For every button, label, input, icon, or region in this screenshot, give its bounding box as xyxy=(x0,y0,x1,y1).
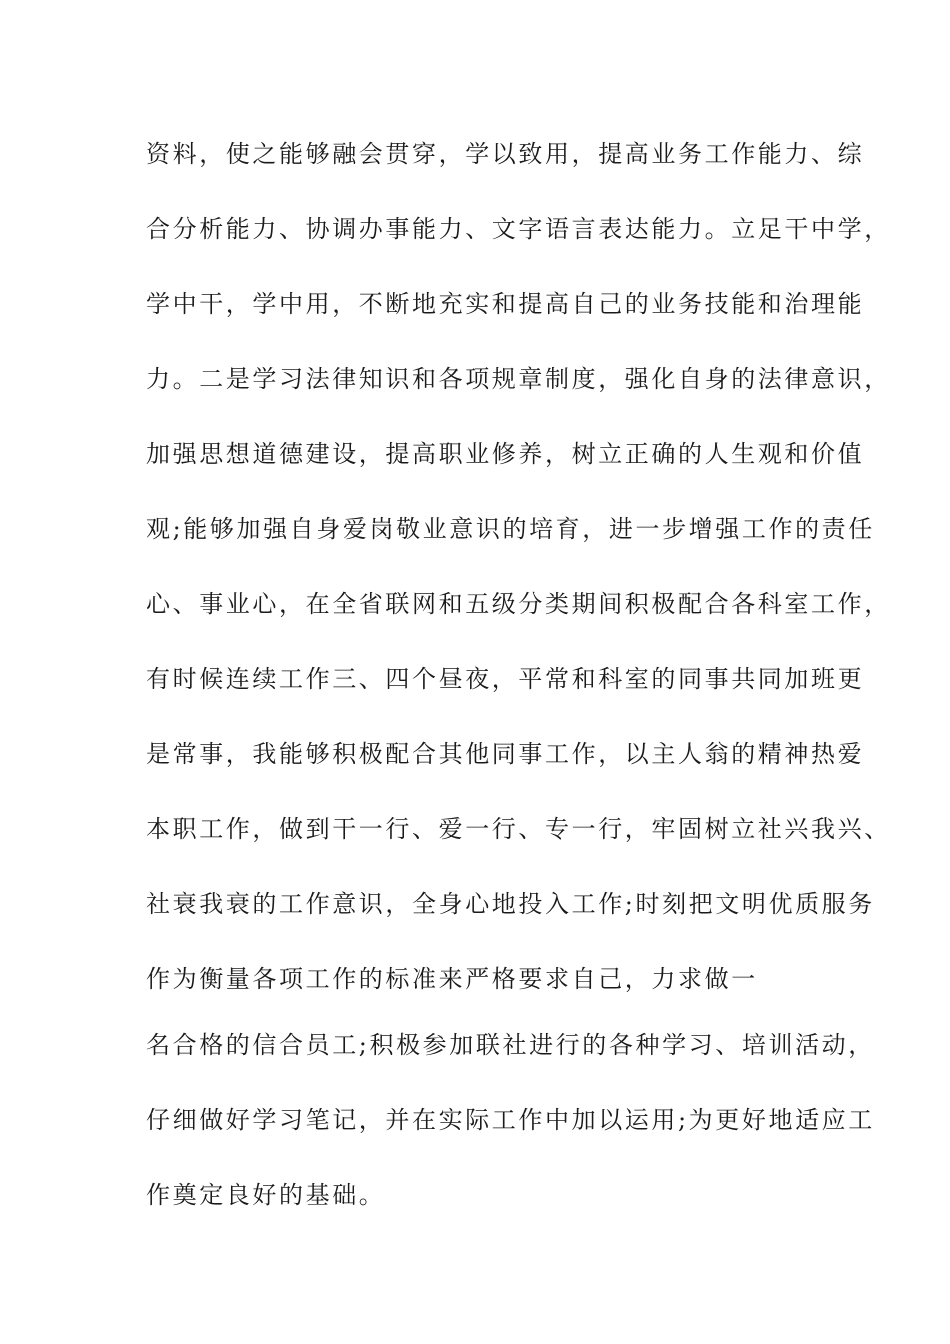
text-line-13: 名合格的信合员工;积极参加联社进行的各种学习、培训活动， xyxy=(146,1031,875,1059)
text-line-5: 加强思想道德建设，提高职业修养，树立正确的人生观和价值 xyxy=(146,440,865,468)
text-line-8: 有时候连续工作三、四个昼夜，平常和科室的同事共同加班更 xyxy=(146,665,865,693)
text-line-10: 本职工作，做到干一行、爱一行、专一行，牢固树立社兴我兴、 xyxy=(146,815,891,843)
text-line-7: 心、事业心，在全省联网和五级分类期间积极配合各科室工作， xyxy=(146,590,891,618)
text-line-12: 作为衡量各项工作的标准来严格要求自己，力求做一 xyxy=(146,965,758,993)
text-line-1: 资料，使之能够融会贯穿，学以致用，提高业务工作能力、综 xyxy=(146,140,865,168)
text-line-15: 作奠定良好的基础。 xyxy=(146,1181,386,1209)
text-line-4: 力。二是学习法律知识和各项规章制度，强化自身的法律意识， xyxy=(146,365,891,393)
text-line-11: 社衰我衰的工作意识，全身心地投入工作;时刻把文明优质服务 xyxy=(146,890,875,918)
text-line-9: 是常事，我能够积极配合其他同事工作，以主人翁的精神热爱 xyxy=(146,740,865,768)
body-text xyxy=(146,132,891,1248)
text-line-6: 观;能够加强自身爱岗敬业意识的培育，进一步增强工作的责任 xyxy=(146,515,875,543)
text-line-3: 学中干，学中用，不断地充实和提高自己的业务技能和治理能 xyxy=(146,290,865,318)
text-line-2: 合分析能力、协调办事能力、文字语言表达能力。立足干中学， xyxy=(146,215,891,243)
text-line-14: 仔细做好学习笔记，并在实际工作中加以运用;为更好地适应工 xyxy=(146,1106,875,1134)
